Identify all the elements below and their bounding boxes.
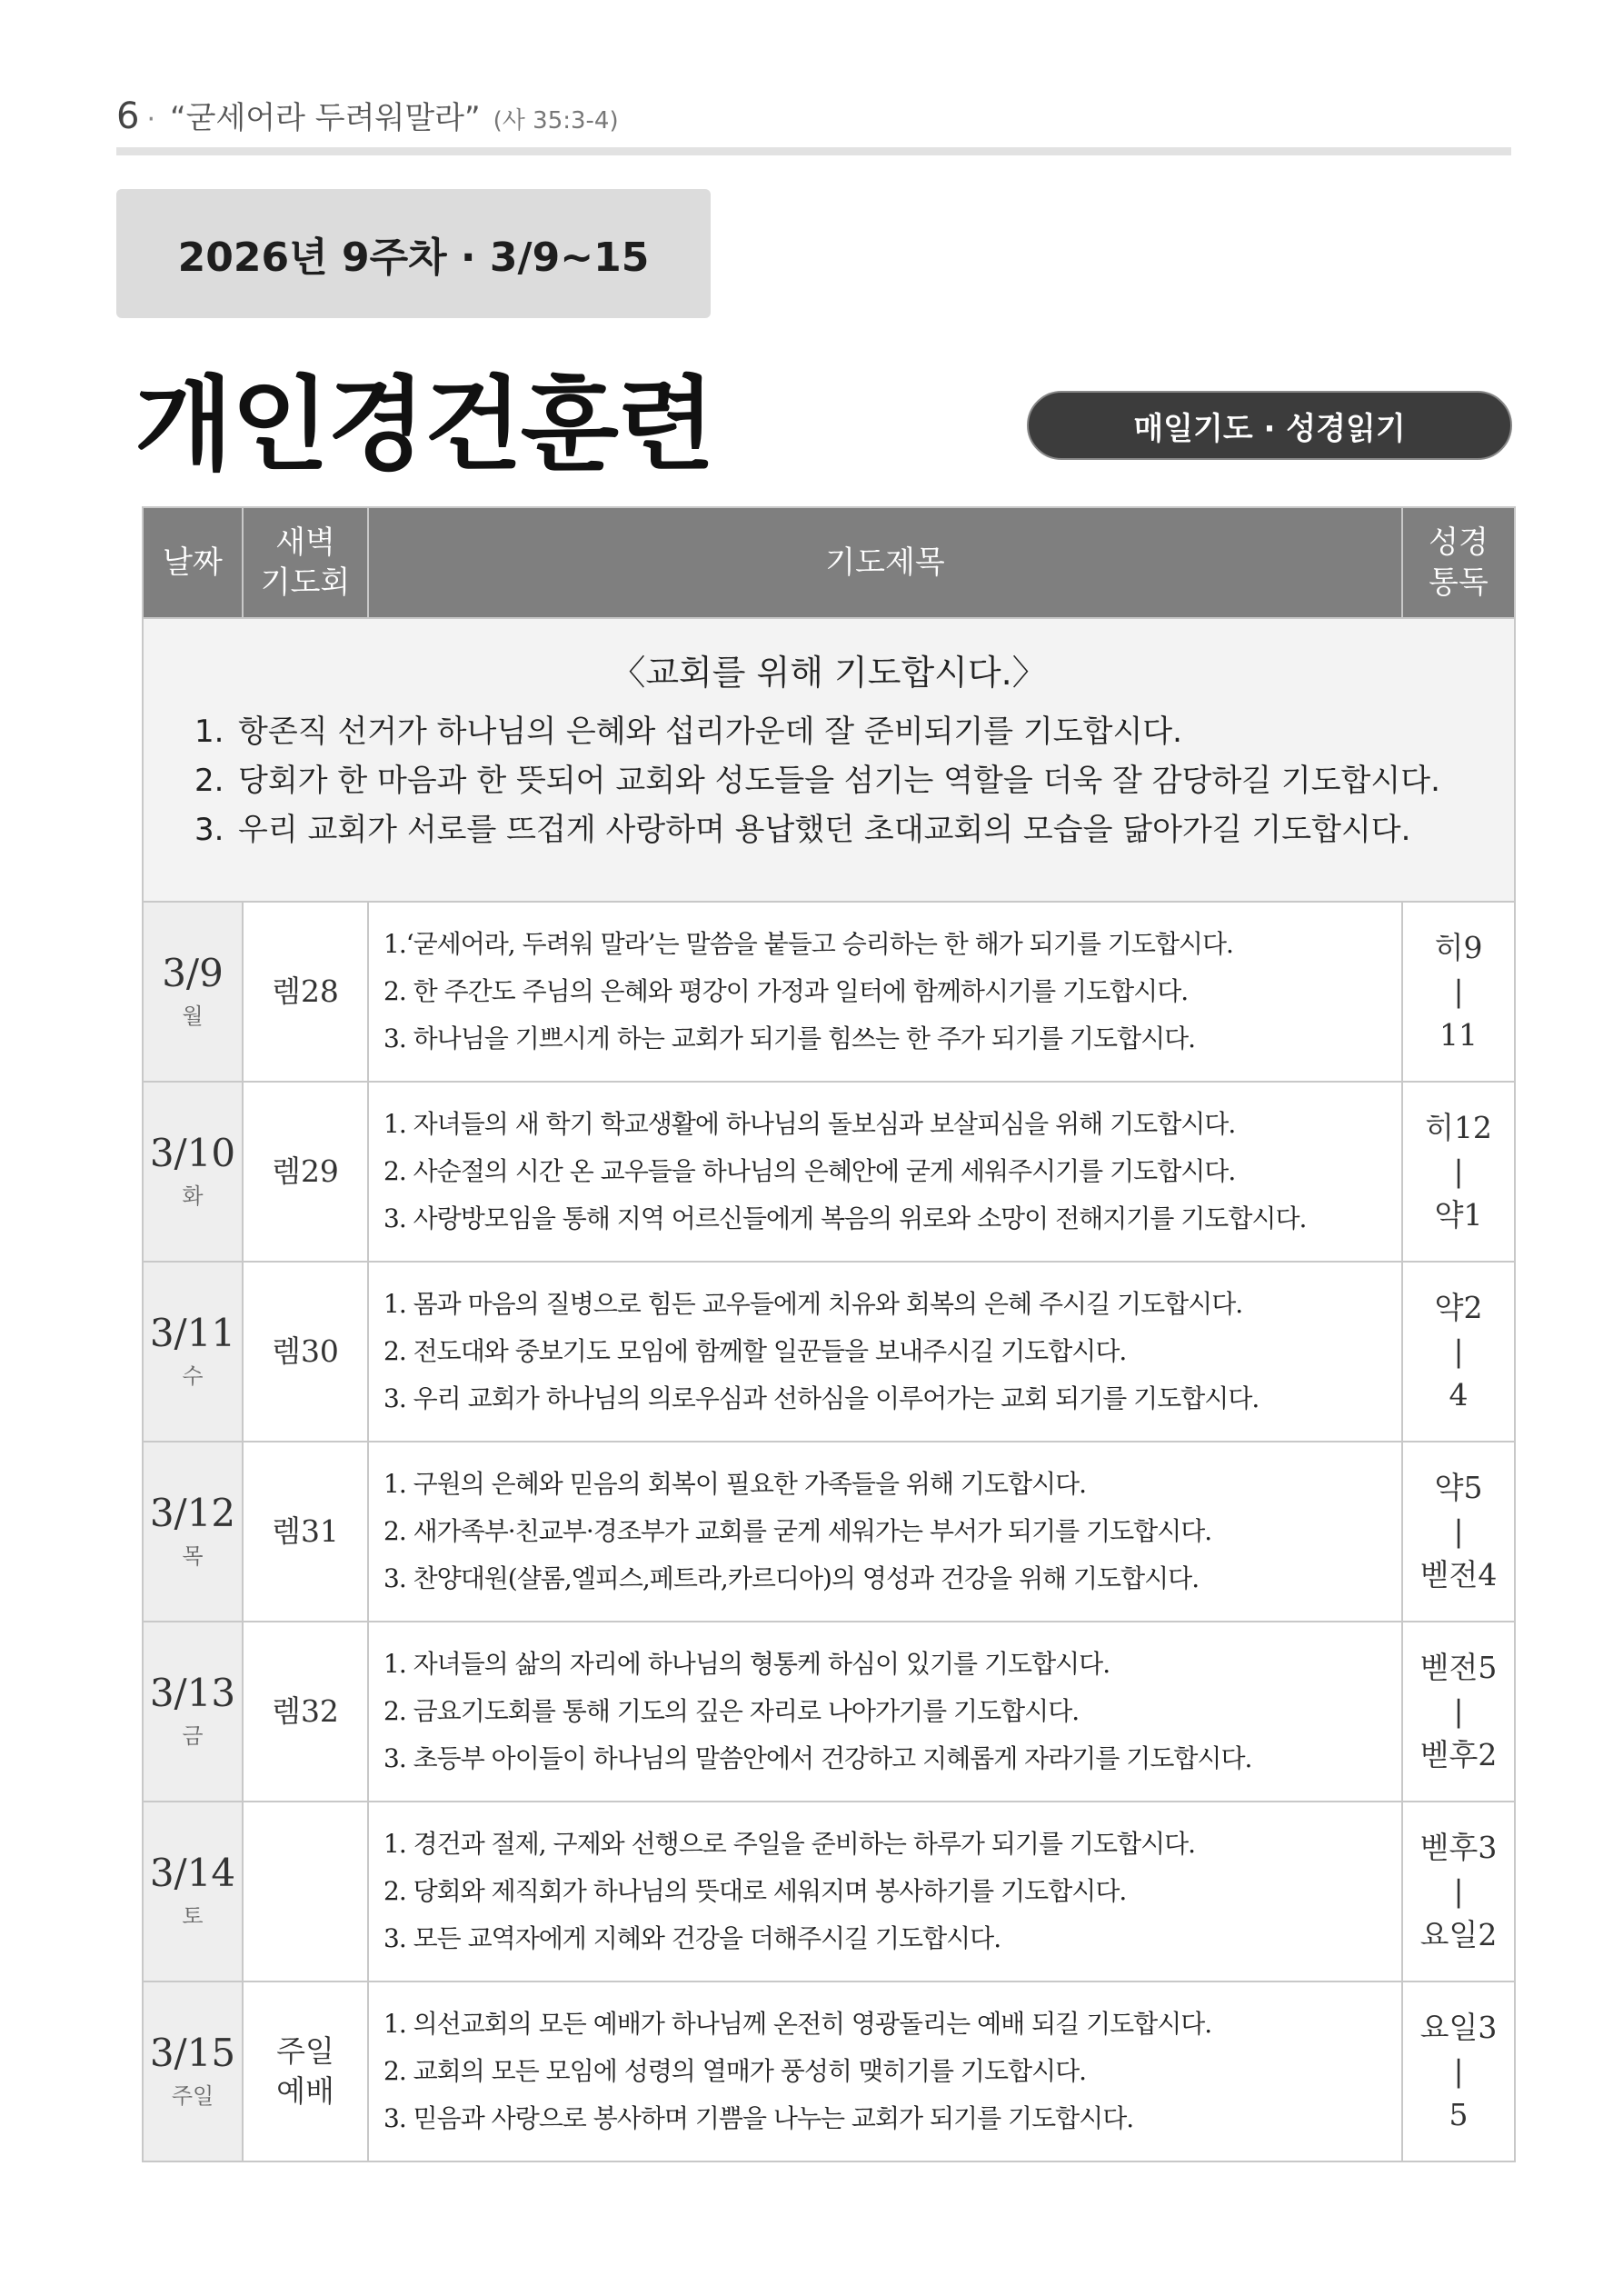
prayer-items-cell <box>368 1082 1402 1262</box>
table-row <box>143 1622 1515 1802</box>
bible-reading-cell <box>1402 1442 1515 1622</box>
intro-item-number: 1. <box>194 714 224 750</box>
col-header-dawn-line1: 새벽 <box>275 524 335 561</box>
intro-item-number: 3. <box>194 812 224 848</box>
table-row <box>143 1262 1515 1442</box>
intro-item-text: 우리 교회가 서로를 뜨겁게 사랑하며 용납했던 초대교회의 모습을 닮아가길 기도합시다. <box>238 812 1411 848</box>
bible-reading-cell <box>1402 1262 1515 1442</box>
weekday: 주일 <box>171 2083 214 2109</box>
prayer-item: 3. 우리 교회가 하나님의 의로우심과 선하심을 이루어가는 교회 되기를 기도합시다. <box>383 1383 1260 1413</box>
reading-start: 약2 <box>1434 1290 1483 1325</box>
page-number: 6 <box>116 95 140 137</box>
prayer-item: 2. 금요기도회를 통해 기도의 깊은 자리로 나아가기를 기도합시다. <box>383 1696 1080 1726</box>
reading-separator: | <box>1453 1333 1464 1369</box>
dawn-prayer-cell <box>243 1262 368 1442</box>
date: 3/9 <box>162 951 224 995</box>
table-header-row <box>143 507 1515 618</box>
prayer-item: 2. 당회와 제직회가 하나님의 뜻대로 세워지며 봉사하기를 기도합시다. <box>383 1876 1127 1906</box>
dawn-prayer-line1: 렘28 <box>272 973 339 1009</box>
date: 3/12 <box>149 1491 236 1535</box>
prayer-items-cell <box>368 1442 1402 1622</box>
prayer-items-cell <box>368 1982 1402 2161</box>
dawn-prayer-cell <box>243 1622 368 1802</box>
date: 3/14 <box>149 1851 236 1895</box>
bible-reading-cell <box>1402 902 1515 1082</box>
page-header <box>116 93 619 140</box>
date: 3/10 <box>149 1131 236 1175</box>
dawn-prayer-cell <box>243 1082 368 1262</box>
table-row <box>143 1982 1515 2161</box>
table-row <box>143 902 1515 1082</box>
reading-end: 요일2 <box>1419 1917 1498 1952</box>
reading-start: 벧전5 <box>1419 1650 1498 1685</box>
prayer-item: 2. 사순절의 시간 온 교우들을 하나님의 은혜안에 굳게 세워주시기를 기도합시다. <box>383 1156 1236 1186</box>
date: 3/15 <box>149 2031 236 2075</box>
col-header-topic-label: 기도제목 <box>825 544 945 581</box>
intro-item-text: 당회가 한 마음과 한 뜻되어 교회와 성도들을 섬기는 역할을 더욱 잘 감당하길 기도합시다. <box>238 763 1440 799</box>
intro-row <box>143 618 1515 902</box>
reading-start: 히9 <box>1434 930 1483 965</box>
reading-start: 약5 <box>1434 1470 1483 1505</box>
prayer-item: 1. 구원의 은혜와 믿음의 회복이 필요한 가족들을 위해 기도합시다. <box>383 1469 1087 1499</box>
weekday: 화 <box>182 1183 204 1209</box>
prayer-item: 2. 한 주간도 주님의 은혜와 평강이 가정과 일터에 함께하시기를 기도합시다. <box>383 976 1189 1006</box>
intro-cell <box>143 618 1515 902</box>
prayer-item: 2. 새가족부·친교부·경조부가 교회를 굳게 세워가는 부서가 되기를 기도합시다. <box>383 1516 1212 1546</box>
prayer-item: 3. 찬양대원(샬롬,엘피스,페트라,카르디아)의 영성과 건강을 위해 기도합시다. <box>383 1563 1200 1593</box>
bible-reading-cell <box>1402 1982 1515 2161</box>
reading-separator: | <box>1453 1873 1464 1909</box>
reading-separator: | <box>1453 973 1464 1009</box>
reading-end: 4 <box>1449 1377 1469 1413</box>
reading-separator: | <box>1453 2053 1464 2089</box>
reading-separator: | <box>1453 1693 1464 1729</box>
dawn-prayer-line1: 렘31 <box>272 1513 339 1549</box>
prayer-items-cell <box>368 1622 1402 1802</box>
date-cell <box>143 1442 243 1622</box>
dawn-prayer-line1: 주일 <box>276 2033 334 2069</box>
col-header-dawn-line2: 기도회 <box>260 564 351 601</box>
reading-separator: | <box>1453 1153 1464 1189</box>
prayer-item: 2. 전도대와 중보기도 모임에 함께할 일꾼들을 보내주시길 기도합시다. <box>383 1336 1127 1366</box>
reading-end: 11 <box>1439 1017 1478 1053</box>
header-title: “굳세어라 두려워말라” <box>170 100 481 136</box>
prayer-item: 1.‘굳세어라, 두려워 말라’는 말씀을 붙들고 승리하는 한 해가 되기를 기도합시다. <box>383 929 1233 959</box>
intro-item <box>194 805 1514 854</box>
section-pill: 매일기도 · 성경읽기 <box>1027 391 1512 460</box>
prayer-item: 3. 초등부 아이들이 하나님의 말씀안에서 건강하고 지혜롭게 자라기를 기도합시다. <box>383 1743 1252 1773</box>
col-header-reading <box>1402 507 1515 618</box>
dawn-prayer-line1: 렘29 <box>272 1153 339 1189</box>
prayer-item: 1. 경건과 절제, 구제와 선행으로 주일을 준비하는 하루가 되기를 기도합시다. <box>383 1829 1196 1859</box>
date-cell <box>143 1262 243 1442</box>
dawn-prayer-cell <box>243 1442 368 1622</box>
prayer-item: 3. 하나님을 기쁘시게 하는 교회가 되기를 힘쓰는 한 주가 되기를 기도합시다. <box>383 1023 1196 1053</box>
dawn-prayer-line1: 렘30 <box>272 1333 339 1369</box>
prayer-item: 1. 몸과 마음의 질병으로 힘든 교우들에게 치유와 회복의 은혜 주시길 기도합시다. <box>383 1289 1243 1319</box>
date-cell <box>143 1802 243 1982</box>
table-row <box>143 1442 1515 1622</box>
col-header-reading-line2: 통독 <box>1429 564 1489 601</box>
prayer-item: 3. 믿음과 사랑으로 봉사하며 기쁨을 나누는 교회가 되기를 기도합시다. <box>383 2103 1134 2133</box>
table-row <box>143 1082 1515 1262</box>
dawn-prayer-cell <box>243 1802 368 1982</box>
date-cell <box>143 902 243 1082</box>
col-header-dawn <box>243 507 368 618</box>
bible-reading-cell <box>1402 1802 1515 1982</box>
prayer-items-cell <box>368 1262 1402 1442</box>
reading-end: 약1 <box>1434 1197 1483 1233</box>
page-title: 개인경건훈련 <box>134 366 714 484</box>
table-row <box>143 1802 1515 1982</box>
bible-reading-cell <box>1402 1082 1515 1262</box>
date: 3/13 <box>149 1671 236 1715</box>
col-header-date <box>143 507 243 618</box>
prayer-item: 1. 의선교회의 모든 예배가 하나님께 온전히 영광돌리는 예배 되길 기도합시다. <box>383 2009 1212 2039</box>
prayer-table <box>142 506 1516 2162</box>
prayer-item: 2. 교회의 모든 모임에 성령의 열매가 풍성히 맺히기를 기도합시다. <box>383 2056 1087 2086</box>
intro-item <box>194 707 1514 756</box>
dawn-prayer-line2: 예배 <box>276 2073 334 2109</box>
reading-start: 요일3 <box>1419 2010 1498 2045</box>
prayer-items-cell <box>368 1802 1402 1982</box>
date-cell <box>143 1622 243 1802</box>
dawn-prayer-line1: 렘32 <box>272 1693 339 1729</box>
intro-item <box>194 756 1514 805</box>
prayer-item: 1. 자녀들의 새 학기 학교생활에 하나님의 돌보심과 보살피심을 위해 기도합시다. <box>383 1109 1236 1139</box>
week-label: 2026년 9주차 · 3/9~15 <box>116 189 711 318</box>
reading-end: 5 <box>1449 2097 1469 2132</box>
reading-start: 히12 <box>1425 1110 1492 1145</box>
reading-end: 벧후2 <box>1419 1737 1498 1772</box>
prayer-item: 3. 사랑방모임을 통해 지역 어르신들에게 복음의 위로와 소망이 전해지기를 기도합시다. <box>383 1203 1307 1233</box>
prayer-item: 3. 모든 교역자에게 지혜와 건강을 더해주시길 기도합시다. <box>383 1923 1001 1953</box>
prayer-item: 1. 자녀들의 삶의 자리에 하나님의 형통케 하심이 있기를 기도합시다. <box>383 1649 1110 1679</box>
intro-heading: 〈교회를 위해 기도합시다.〉 <box>611 653 1047 693</box>
col-header-date-label: 날짜 <box>163 544 223 581</box>
weekday: 월 <box>182 1003 204 1029</box>
date: 3/11 <box>149 1311 236 1355</box>
reading-start: 벧후3 <box>1419 1830 1498 1865</box>
date-cell <box>143 1982 243 2161</box>
date-cell <box>143 1082 243 1262</box>
weekday: 토 <box>182 1903 204 1929</box>
reading-separator: | <box>1453 1513 1464 1549</box>
prayer-items-cell <box>368 902 1402 1082</box>
intro-item-text: 항존직 선거가 하나님의 은혜와 섭리가운데 잘 준비되기를 기도합시다. <box>238 714 1182 750</box>
weekday: 목 <box>182 1543 204 1569</box>
col-header-reading-line1: 성경 <box>1429 524 1489 561</box>
weekday: 금 <box>182 1723 204 1749</box>
dawn-prayer-cell <box>243 1982 368 2161</box>
intro-item-number: 2. <box>194 763 224 799</box>
header-rule <box>116 147 1511 155</box>
header-separator: · <box>146 104 155 135</box>
bible-reading-cell <box>1402 1622 1515 1802</box>
header-reference: (사 35:3-4) <box>493 107 619 135</box>
col-header-topic <box>368 507 1402 618</box>
weekday: 수 <box>182 1363 204 1389</box>
dawn-prayer-cell <box>243 902 368 1082</box>
reading-end: 벧전4 <box>1419 1557 1498 1592</box>
